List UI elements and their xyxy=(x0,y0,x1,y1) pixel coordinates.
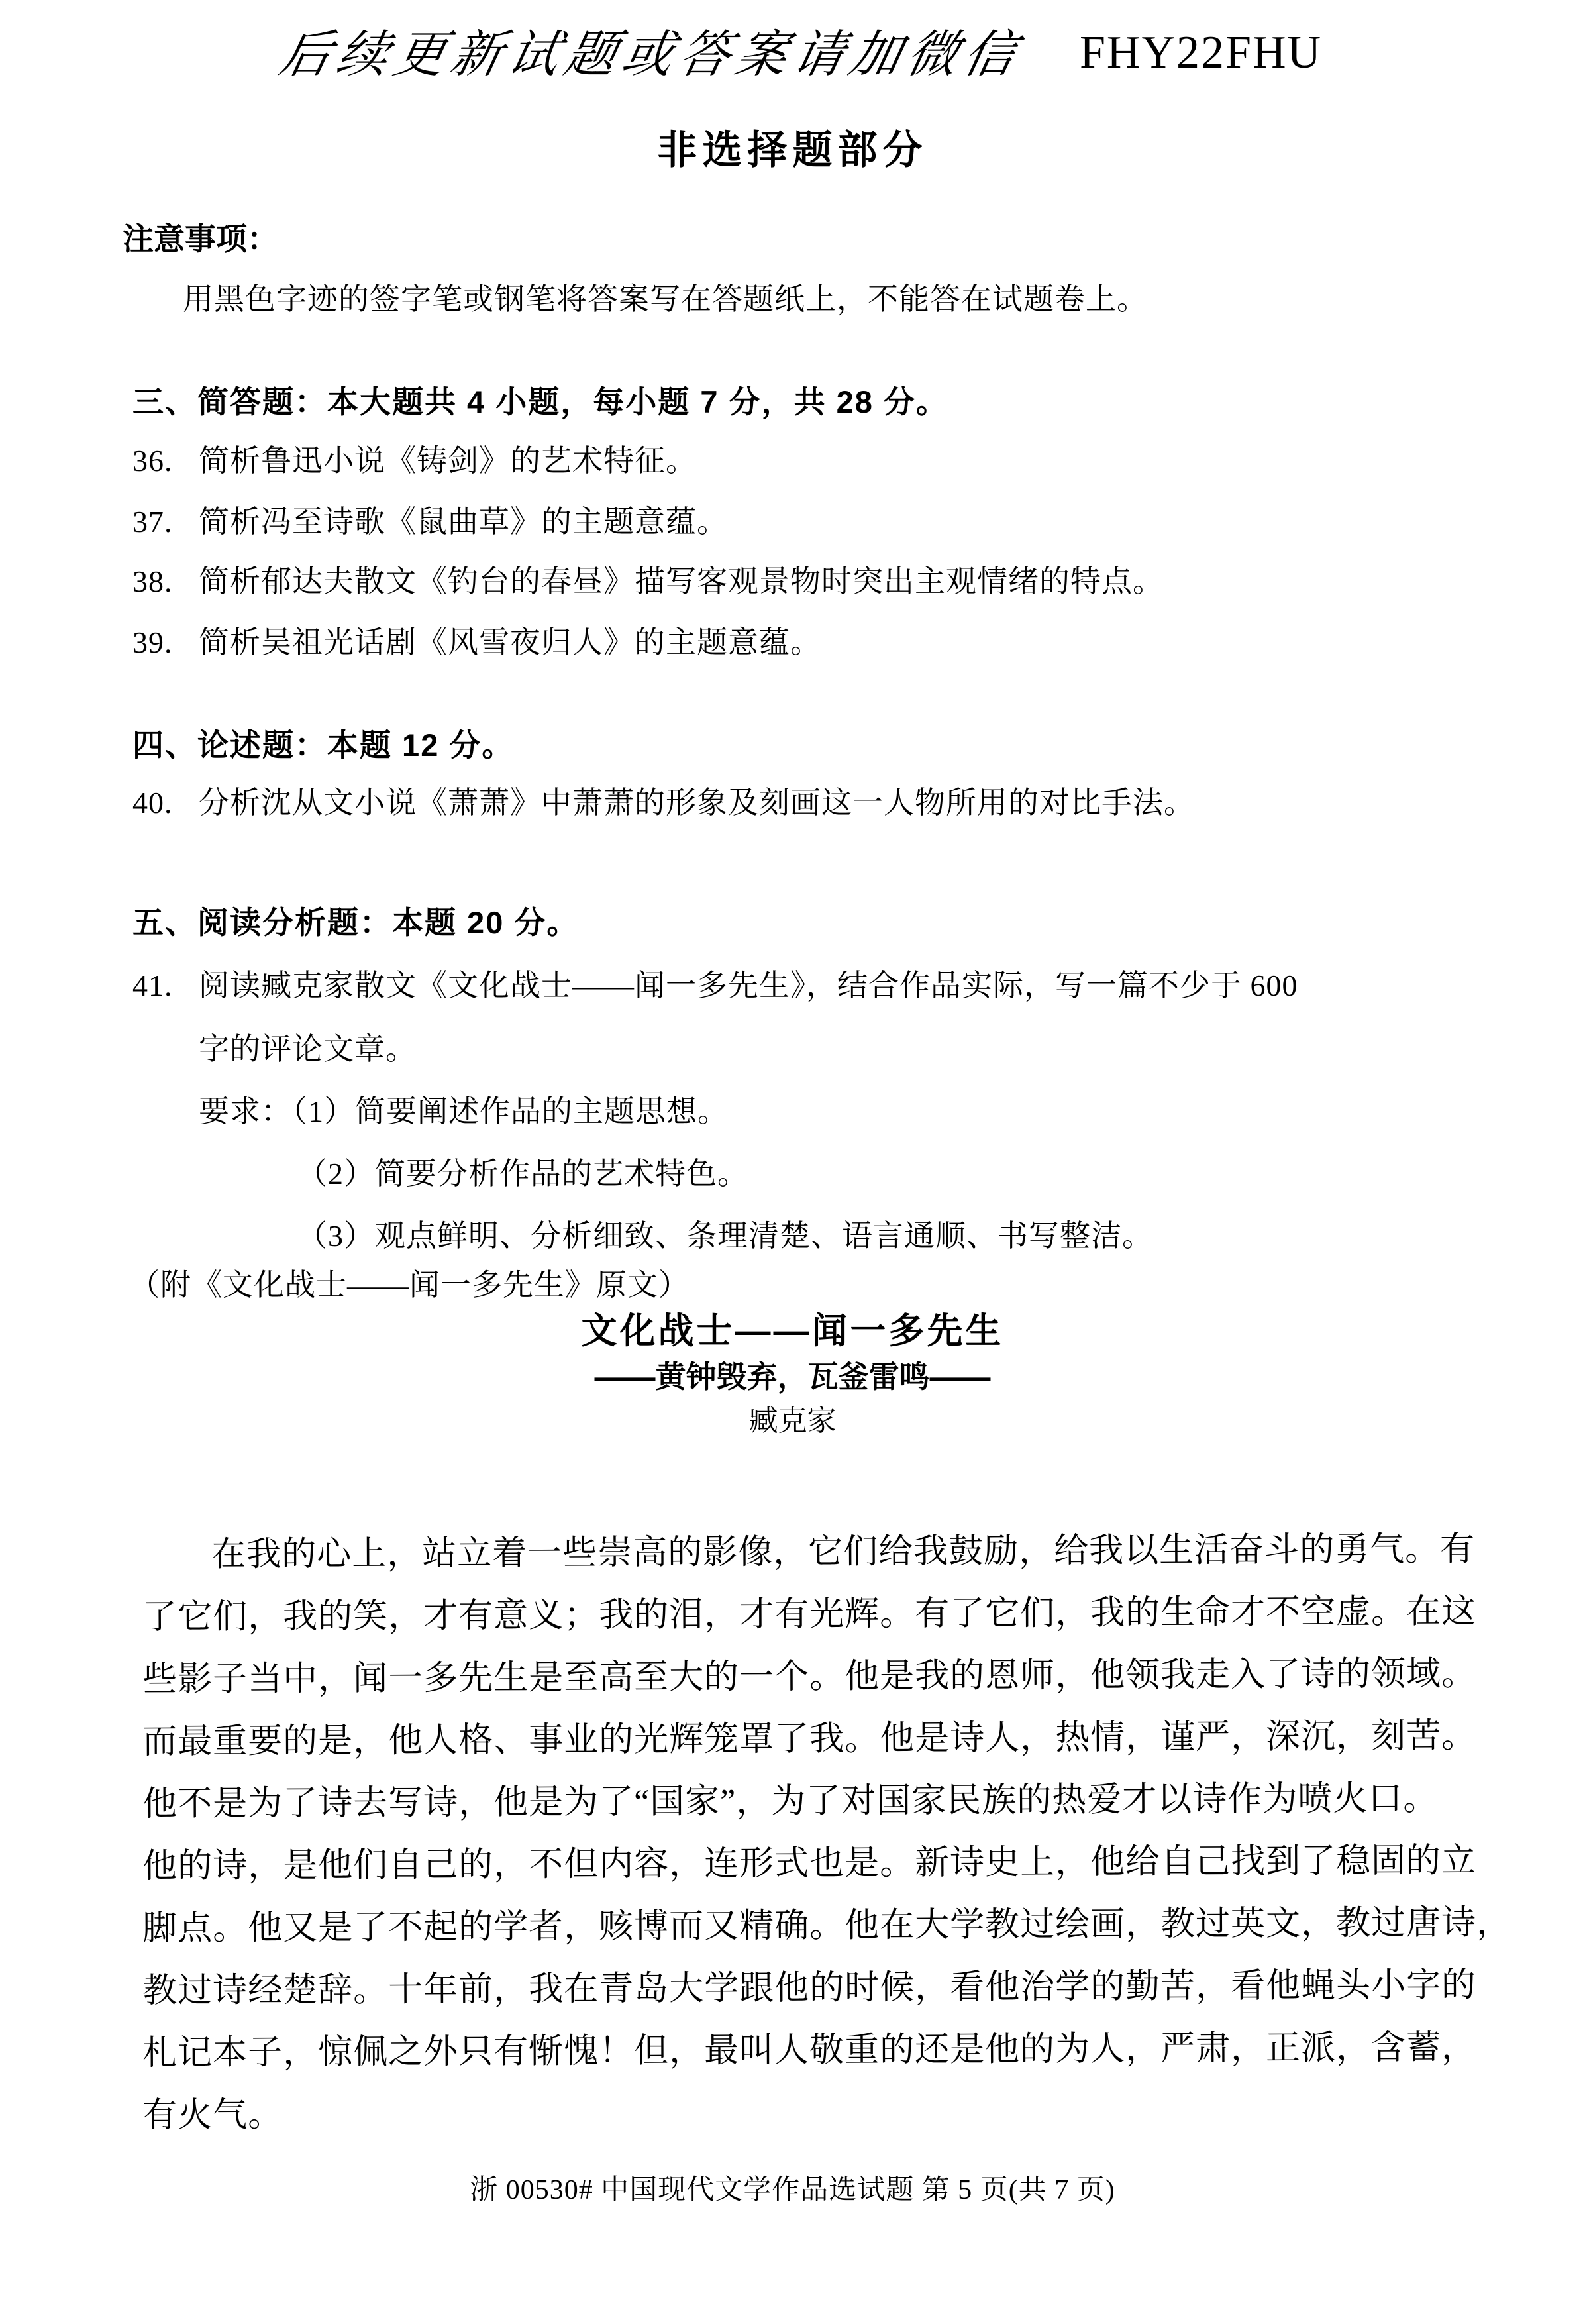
question-number: 36. xyxy=(132,444,173,478)
notes-text: 用黑色字迹的签字笔或钢笔将答案写在答题纸上，不能答在试题卷上。 xyxy=(183,282,1148,316)
essay-text-line: 而最重要的是，他人格、事业的光辉笼罩了我。他是诗人，热情，谨严，深沉，刻苦。 xyxy=(142,1717,1477,1761)
section-heading-short-answer: 三、简答题：本大题共 4 小题，每小题 7 分，共 28 分。 xyxy=(132,384,948,419)
question-41-requirement-3: （3）观点鲜明、分析细致、条理清楚、语言通顺、书写整洁。 xyxy=(297,1219,1153,1253)
essay-text-line: 教过诗经楚辞。十年前，我在青岛大学跟他的时候，看他治学的勤苦，看他蝇头小字的 xyxy=(142,1966,1477,2010)
essay-text-line: 些影子当中，闻一多先生是至高至大的一个。他是我的恩师，他领我走入了诗的领域。 xyxy=(142,1655,1477,1699)
question-41-requirement-2: （2）简要分析作品的艺术特色。 xyxy=(297,1157,748,1190)
question-39 xyxy=(132,625,821,660)
essay-title: 文化战士——闻一多先生 xyxy=(581,1311,1004,1351)
page-footer: 浙 00530# 中国现代文学作品选试题 第 5 页(共 7 页) xyxy=(470,2175,1115,2205)
essay-author: 臧克家 xyxy=(748,1404,837,1437)
section-heading-discussion: 四、论述题：本题 12 分。 xyxy=(132,727,515,763)
essay-text-line: 他不是为了诗去写诗，他是为了“国家”，为了对国家民族的热爱才以诗作为喷火口。 xyxy=(142,1779,1439,1823)
section-heading-reading-analysis: 五、阅读分析题：本题 20 分。 xyxy=(132,905,580,940)
question-number: 41. xyxy=(132,969,173,1002)
essay-text-line: 在我的心上，站立着一些崇高的影像，它们给我鼓励，给我以生活奋斗的勇气。有 xyxy=(211,1530,1476,1574)
question-text: 阅读臧克家散文《文化战士——闻一多先生》，结合作品实际，写一篇不少于 600 xyxy=(199,969,1298,1002)
question-text: 简析鲁迅小说《铸剑》的艺术特征。 xyxy=(199,444,697,478)
question-37 xyxy=(132,505,728,540)
notes-label: 注意事项： xyxy=(123,221,278,256)
essay-subtitle: ——黄钟毁弃，瓦釜雷鸣—— xyxy=(594,1359,991,1394)
attachment-note: （附《文化战士——闻一多先生》原文） xyxy=(129,1268,690,1302)
question-number: 39. xyxy=(132,625,173,659)
wechat-id: FHY22FHU xyxy=(1080,27,1323,78)
question-text: 简析吴祖光话剧《风雪夜归人》的主题意蕴。 xyxy=(199,625,821,659)
question-text: 简析冯至诗歌《鼠曲草》的主题意蕴。 xyxy=(199,505,728,539)
question-41-requirement-1: 要求：（1）简要阐述作品的主题思想。 xyxy=(199,1094,729,1128)
question-41 xyxy=(132,969,1298,1004)
question-41-continuation: 字的评论文章。 xyxy=(199,1032,417,1066)
question-number: 38. xyxy=(132,564,173,598)
question-40 xyxy=(132,786,1195,821)
question-36 xyxy=(132,444,697,479)
header-wechat-notice xyxy=(275,26,1323,84)
question-text: 分析沈从文小说《萧萧》中萧萧的形象及刻画这一人物所用的对比手法。 xyxy=(199,786,1195,819)
essay-text-line: 脚点。他又是了不起的学者，赅博而又精确。他在大学教过绘画，教过英文，教过唐诗， xyxy=(142,1903,1512,1948)
essay-text-line: 了它们，我的笑，才有意义；我的泪，才有光辉。有了它们，我的生命才不空虚。在这 xyxy=(142,1593,1477,1636)
wechat-notice-text: 后续更新试题或答案请加微信 xyxy=(275,27,1028,83)
part-title: 非选择题部分 xyxy=(657,128,928,172)
question-38 xyxy=(132,564,1164,600)
essay-text-line: 他的诗，是他们自己的，不但内容，连形式也是。新诗史上，他给自己找到了稳固的立 xyxy=(142,1842,1477,1885)
question-number: 40. xyxy=(132,786,173,819)
essay-text-line: 有火气。 xyxy=(142,2096,283,2135)
essay-text-line: 札记本子，惊佩之外只有惭愧！但，最叫人敬重的还是他的为人，严肃，正派，含蓄， xyxy=(142,2029,1477,2072)
question-number: 37. xyxy=(132,505,173,539)
question-text: 简析郁达夫散文《钓台的春昼》描写客观景物时突出主观情绪的特点。 xyxy=(199,564,1164,598)
